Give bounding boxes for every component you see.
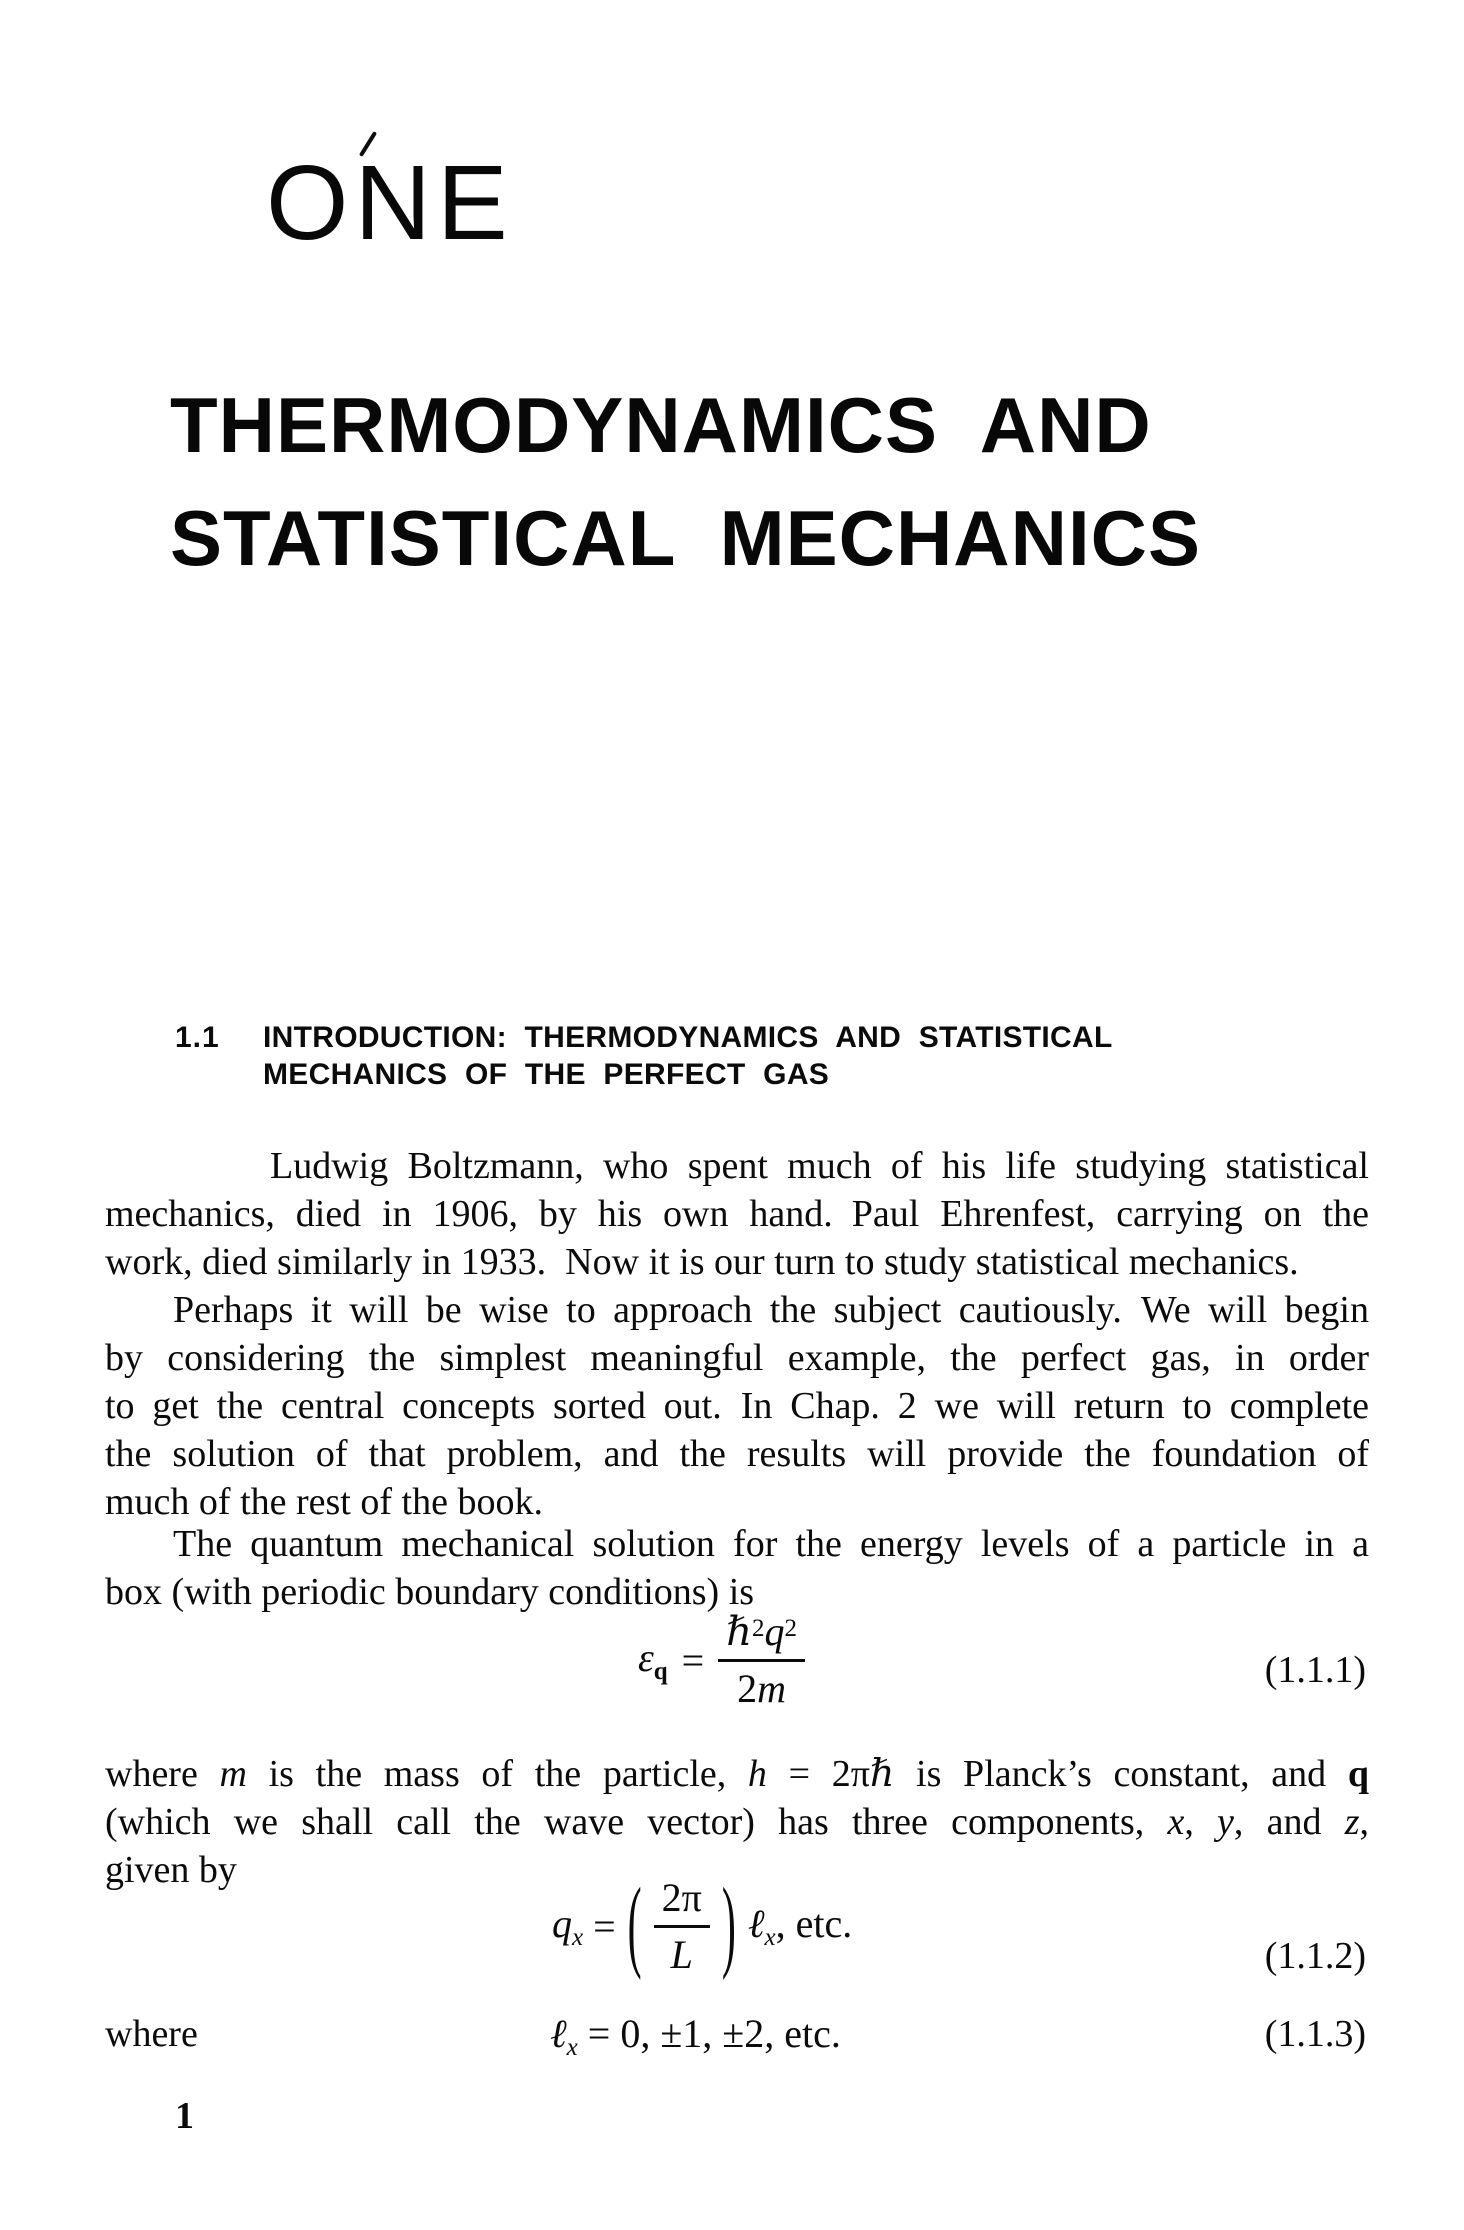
fraction	[654, 1874, 710, 1978]
equals-sign: =	[593, 1903, 616, 1949]
etc-text: , etc.	[775, 1901, 853, 1946]
paragraph-perhaps	[105, 1286, 1369, 1526]
text-run: is the mass of the particle,	[246, 1753, 748, 1795]
epsilon-symbol: ε	[638, 1635, 654, 1680]
y-symbol: y	[1217, 1801, 1234, 1843]
fraction-numerator: 2π	[654, 1874, 710, 1928]
body-line: the solution of that problem, and the results will provide the foundation of	[105, 1433, 1369, 1475]
m-symbol: m	[219, 1753, 247, 1795]
epsilon-subscript: q	[653, 1658, 668, 1685]
text-run: ,	[1359, 1801, 1369, 1843]
body-line: by considering the simplest meaningful example, the perfect gas, in order	[105, 1337, 1369, 1379]
epsilon-lhs	[638, 1634, 668, 1686]
equals-sign: =	[681, 1637, 705, 1683]
values-text: = 0, ±1, ±2, etc.	[577, 2011, 841, 2056]
superscript: 2	[752, 1615, 765, 1642]
q-symbol: q	[764, 1609, 785, 1654]
fraction	[718, 1608, 805, 1712]
paragraph-quantum	[105, 1520, 1369, 1616]
body-line	[105, 1798, 1369, 1846]
body-line: given by	[105, 1849, 237, 1891]
text-run: = 2π	[766, 1753, 870, 1795]
z-symbol: z	[1344, 1801, 1360, 1843]
x-subscript: x	[566, 2034, 578, 2061]
paragraph-boltzmann	[105, 1142, 1369, 1286]
superscript: 2	[784, 1615, 797, 1642]
section-heading-line-2: MECHANICS OF THE PERFECT GAS	[263, 1058, 830, 1091]
q-x-lhs	[552, 1900, 583, 1952]
x-subscript: x	[764, 1924, 776, 1951]
text-run: (which we shall call the wave vector) has three components,	[105, 1801, 1168, 1843]
m-symbol: m	[757, 1666, 787, 1711]
fraction-denominator: L	[670, 1932, 693, 1977]
text-run: , and	[1233, 1801, 1345, 1843]
open-paren: (	[627, 1869, 642, 1983]
body-line: Perhaps it will be wise to approach the subject cautiously. We will begin	[173, 1289, 1369, 1331]
equation-number-1-1-1: (1.1.1)	[1264, 1649, 1366, 1691]
chapter-title-line-2: STATISTICAL MECHANICS	[170, 494, 1201, 582]
ell-symbol: ℓ	[747, 1901, 765, 1946]
where-label: where	[105, 2013, 198, 2055]
hbar-symbol: ℏ	[726, 1609, 752, 1654]
equation-number-1-1-3: (1.1.3)	[1264, 2013, 1366, 2055]
close-paren: )	[721, 1869, 736, 1983]
q-symbol: q	[552, 1901, 572, 1946]
body-line: to get the central concepts sorted out. In Chap. 2 we will return to complete	[105, 1385, 1369, 1427]
section-number: 1.1	[175, 1021, 220, 1054]
hbar-symbol: ℏ	[869, 1753, 895, 1795]
q-vector-symbol: q	[1347, 1753, 1369, 1795]
chapter-title-line-1: THERMODYNAMICS AND	[170, 381, 1152, 469]
fraction-numerator	[718, 1608, 805, 1662]
x-subscript: x	[572, 1924, 584, 1951]
equation-1-1-2	[552, 1869, 853, 1983]
coefficient-2: 2	[737, 1666, 758, 1711]
text-run: is Planck’s constant, and	[894, 1753, 1348, 1795]
body-line: mechanics, died in 1906, by his own hand. Paul Ehrenfest, carrying on the	[105, 1193, 1369, 1235]
equation-1-1-1	[638, 1608, 805, 1712]
body-line: The quantum mechanical solution for the energy levels of a particle in a	[173, 1523, 1369, 1565]
chapter-number: ONE	[266, 144, 514, 262]
text-run: ,	[1184, 1801, 1218, 1843]
body-line: box (with periodic boundary conditions) is	[105, 1571, 755, 1613]
text-run: where	[105, 1753, 220, 1795]
fraction-denominator	[737, 1662, 786, 1712]
section-heading	[263, 1019, 1213, 1093]
equation-1-1-3	[550, 2010, 841, 2061]
body-line: Ludwig Boltzmann, who spent much of his life studying statistical	[270, 1145, 1369, 1187]
ell-x-tail	[748, 1900, 852, 1952]
x-symbol: x	[1167, 1801, 1185, 1843]
page-number: 1	[175, 2095, 194, 2137]
section-heading-line-1: INTRODUCTION: THERMODYNAMICS AND STATISTICAL	[263, 1021, 1113, 1054]
body-line: work, died similarly in 1933. Now it is our turn to study statistical mechanics.	[105, 1241, 1299, 1283]
body-line	[105, 1750, 1369, 1798]
h-symbol: h	[747, 1753, 767, 1795]
ell-symbol: ℓ	[550, 2011, 567, 2056]
body-line: much of the rest of the book.	[105, 1481, 543, 1523]
equation-number-1-1-2: (1.1.2)	[1264, 1935, 1366, 1977]
